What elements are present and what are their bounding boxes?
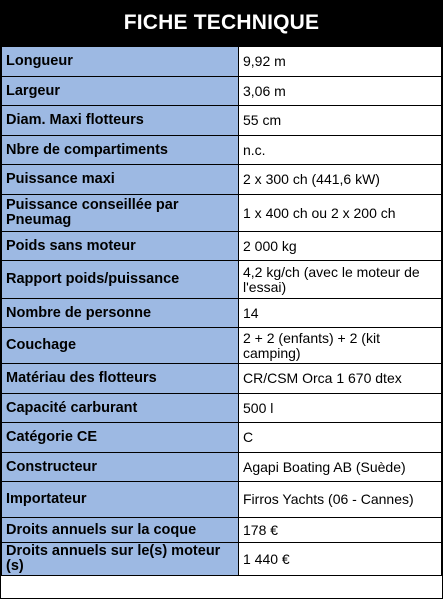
table-row — [2, 482, 442, 518]
row-label: Nombre de personne — [2, 299, 239, 328]
table-row — [2, 299, 442, 328]
row-value: 1 440 € — [239, 543, 442, 576]
table-row — [2, 518, 442, 543]
row-value: 2 + 2 (enfants) + 2 (kit camping) — [239, 328, 442, 364]
row-label: Rapport poids/puissance — [2, 261, 239, 299]
row-value: n.c. — [239, 136, 442, 165]
table-row — [2, 232, 442, 261]
row-value: 2 x 300 ch (441,6 kW) — [239, 165, 442, 195]
row-label: Droits annuels sur la coque — [2, 518, 239, 543]
row-label: Catégorie CE — [2, 423, 239, 453]
row-label: Matériau des flotteurs — [2, 364, 239, 394]
row-value: 2 000 kg — [239, 232, 442, 261]
table-row — [2, 77, 442, 106]
row-value: Agapi Boating AB (Suède) — [239, 453, 442, 482]
row-label: Longueur — [2, 47, 239, 77]
table-row — [2, 195, 442, 232]
row-label: Capacité carburant — [2, 394, 239, 423]
table-row — [2, 328, 442, 364]
row-label: Diam. Maxi flotteurs — [2, 106, 239, 136]
row-value: 3,06 m — [239, 77, 442, 106]
table-row — [2, 106, 442, 136]
row-value: 1 x 400 ch ou 2 x 200 ch — [239, 195, 442, 232]
row-label: Constructeur — [2, 453, 239, 482]
row-value: CR/CSM Orca 1 670 dtex — [239, 364, 442, 394]
table-row — [2, 261, 442, 299]
row-label: Importateur — [2, 482, 239, 518]
row-value: C — [239, 423, 442, 453]
row-value: Firros Yachts (06 - Cannes) — [239, 482, 442, 518]
table-row — [2, 165, 442, 195]
row-value: 14 — [239, 299, 442, 328]
table-row — [2, 423, 442, 453]
row-value: 9,92 m — [239, 47, 442, 77]
row-label: Nbre de compartiments — [2, 136, 239, 165]
sheet-title: FICHE TECHNIQUE — [1, 1, 442, 46]
row-label: Droits annuels sur le(s) moteur (s) — [2, 543, 239, 576]
table-row — [2, 47, 442, 77]
row-value: 4,2 kg/ch (avec le moteur de l'essai) — [239, 261, 442, 299]
table-row — [2, 453, 442, 482]
row-value: 500 l — [239, 394, 442, 423]
row-label: Largeur — [2, 77, 239, 106]
row-value: 178 € — [239, 518, 442, 543]
table-row — [2, 394, 442, 423]
table-row — [2, 543, 442, 576]
table-row — [2, 364, 442, 394]
row-label: Poids sans moteur — [2, 232, 239, 261]
row-value: 55 cm — [239, 106, 442, 136]
table-row — [2, 136, 442, 165]
row-label: Puissance maxi — [2, 165, 239, 195]
spec-table — [1, 46, 442, 576]
row-label: Couchage — [2, 328, 239, 364]
row-label: Puissance conseillée par Pneumag — [2, 195, 239, 232]
